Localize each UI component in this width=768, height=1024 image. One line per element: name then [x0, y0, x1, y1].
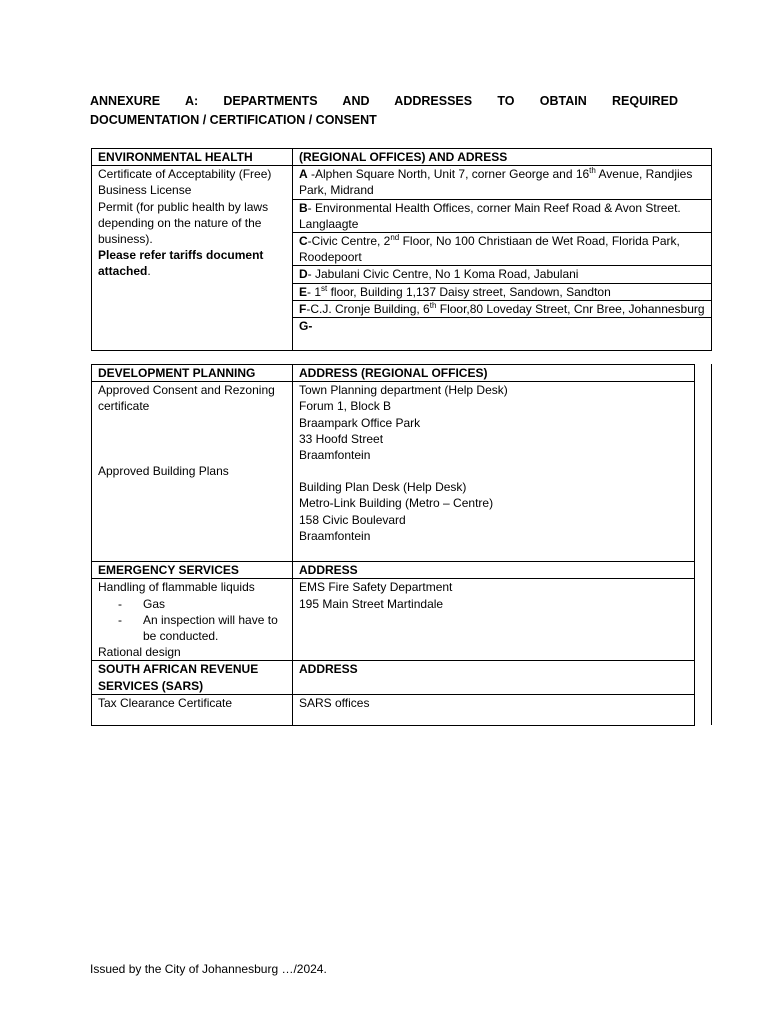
dev-addr1-line: 33 Hoofd Street — [299, 431, 384, 446]
office-c: C-Civic Centre, 2nd Floor, No 100 Christiaan de Wet Road, Florida Park, Roodepoort — [293, 233, 712, 266]
env-requirements-cell — [92, 166, 293, 351]
ems-item-rational: Rational design — [98, 645, 181, 660]
env-header-right: (REGIONAL OFFICES) AND ADRESS — [293, 149, 712, 166]
ems-items-cell — [92, 579, 293, 661]
dev-address-cell — [293, 382, 695, 562]
ems-header-right: ADDRESS — [293, 562, 695, 579]
ems-bullet-list — [98, 596, 287, 645]
ems-bullet: - Gas — [118, 596, 287, 612]
dev-header-left: DEVELOPMENT PLANNING — [92, 365, 293, 382]
dev-header-right: ADDRESS (REGIONAL OFFICES) — [293, 365, 695, 382]
sars-item: Tax Clearance Certificate — [92, 694, 293, 725]
footer-issued-by: Issued by the City of Johannesburg …/2024. — [90, 962, 327, 976]
table-outer-border — [711, 364, 712, 725]
office-a: A -Alphen Square North, Unit 7, corner George and 16th Avenue, Randjies Park, Midrand — [293, 166, 712, 199]
env-item-license: Business License — [98, 183, 192, 198]
dev-items-cell — [92, 382, 293, 562]
dev-addr2-line: Braamfontein — [299, 528, 371, 543]
ems-header-left: EMERGENCY SERVICES — [92, 562, 293, 579]
office-g: G- — [293, 318, 712, 351]
dev-item-consent: Approved Consent and Rezoning certificate — [98, 383, 275, 414]
dev-addr1-line: Braamfontein — [299, 448, 371, 463]
office-d: D- Jabulani Civic Centre, No 1 Koma Road, Jabulani — [293, 266, 712, 283]
ems-bullet: - An inspection will have to be conducted. — [118, 612, 287, 644]
departments-table — [91, 364, 695, 726]
dev-addr2-line: 158 Civic Boulevard — [299, 512, 406, 527]
sars-header-left: SOUTH AFRICAN REVENUE SERVICES (SARS) — [92, 661, 293, 694]
ems-item: Handling of flammable liquids — [98, 580, 255, 595]
ems-addr-line: 195 Main Street Martindale — [299, 596, 444, 611]
env-header-left: ENVIRONMENTAL HEALTH — [92, 149, 293, 166]
office-f: F-C.J. Cronje Building, 6th Floor,80 Loveday Street, Cnr Bree, Johannesburg — [293, 300, 712, 317]
title-line-1: ANNEXURE A: DEPARTMENTS AND ADDRESSES TO OBTAIN REQUIRED — [90, 94, 678, 108]
sars-address: SARS offices — [293, 694, 695, 725]
sars-header-right: ADDRESS — [293, 661, 695, 694]
ems-addr-line: EMS Fire Safety Department — [299, 580, 453, 595]
dev-addr1-line: Forum 1, Block B — [299, 399, 392, 414]
dev-addr2-line: Metro-Link Building (Metro – Centre) — [299, 496, 494, 511]
dev-addr1-line: Town Planning department (Help Desk) — [299, 383, 508, 398]
dev-addr1-line: Braampark Office Park — [299, 415, 421, 430]
office-e: E- 1st floor, Building 1,137 Daisy street, Sandown, Sandton — [293, 283, 712, 300]
env-item-coa: Certificate of Acceptability (Free) — [98, 167, 272, 182]
ems-address-cell — [293, 579, 695, 661]
title-line-2: DOCUMENTATION / CERTIFICATION / CONSENT — [90, 113, 377, 127]
dev-addr2-line: Building Plan Desk (Help Desk) — [299, 480, 467, 495]
env-tariffs-note: Please refer tariffs document attached. — [98, 248, 264, 279]
document-title — [90, 92, 678, 130]
environmental-health-table — [91, 148, 712, 351]
env-item-permit: Permit (for public health by laws depending on the nature of the business). — [98, 199, 269, 247]
office-b: B- Environmental Health Offices, corner Main Reef Road & Avon Street. Langlaagte — [293, 199, 712, 232]
dev-item-building-plans: Approved Building Plans — [98, 463, 229, 478]
